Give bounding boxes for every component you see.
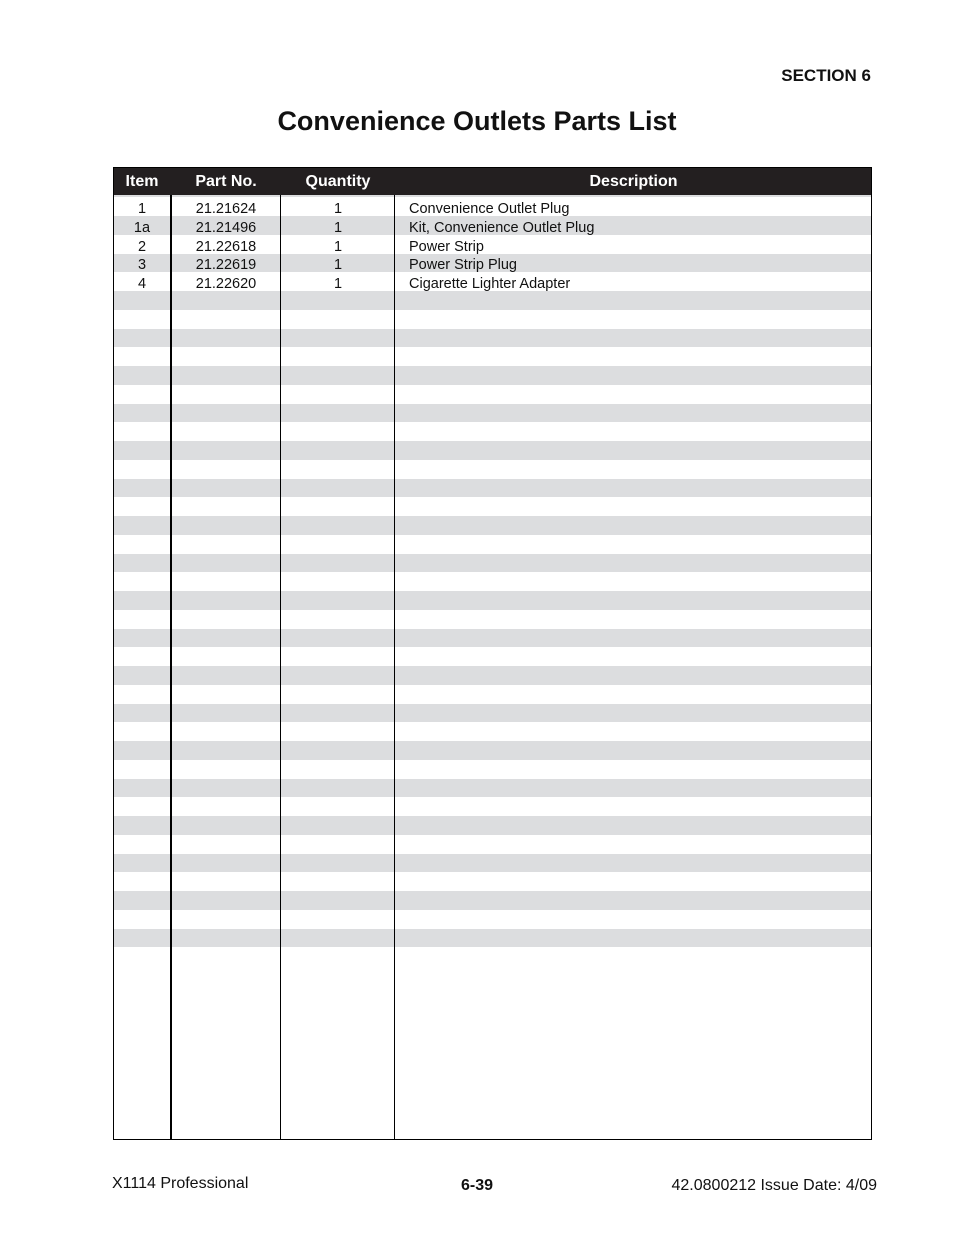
row-stripes — [114, 168, 871, 1128]
row-stripe — [114, 404, 871, 423]
cell-item: 1a — [133, 219, 151, 236]
row-stripe — [114, 554, 871, 573]
row-stripe — [114, 629, 871, 648]
column-divider — [280, 195, 281, 1139]
row-stripe — [114, 329, 871, 348]
table-row — [114, 200, 871, 219]
cell-item: 4 — [137, 276, 147, 292]
section-label: SECTION 6 — [781, 66, 871, 85]
table-row — [114, 275, 871, 294]
cell-description: Power Strip Plug — [409, 257, 517, 274]
footer-model: X1114 Professional — [112, 1175, 249, 1192]
cell-part-no: 21.21496 — [195, 219, 257, 236]
cell-description: Cigarette Lighter Adapter — [409, 276, 571, 292]
row-stripe — [114, 779, 871, 798]
cell-quantity: 1 — [333, 238, 343, 255]
table-rows — [114, 200, 871, 294]
row-stripe — [114, 479, 871, 498]
row-stripe — [114, 441, 871, 460]
row-stripe — [114, 854, 871, 873]
row-stripe — [114, 291, 871, 310]
table-row — [114, 219, 871, 238]
cell-item: 2 — [137, 238, 147, 255]
cell-quantity: 1 — [333, 219, 343, 236]
row-stripe — [114, 591, 871, 610]
cell-part-no: 21.22620 — [195, 276, 257, 292]
parts-table — [113, 167, 872, 1140]
cell-item: 1 — [137, 201, 147, 217]
cell-description: Kit, Convenience Outlet Plug — [409, 219, 595, 236]
row-stripe — [114, 929, 871, 948]
row-stripe — [114, 816, 871, 835]
cell-part-no: 21.22618 — [195, 238, 257, 255]
column-header-part-no: Part No. — [195, 173, 257, 190]
cell-quantity: 1 — [333, 257, 343, 274]
cell-description: Power Strip — [409, 238, 484, 255]
footer-page-number: 6-39 — [460, 1177, 494, 1194]
column-divider — [394, 195, 395, 1139]
row-stripe — [114, 666, 871, 685]
row-stripe — [114, 891, 871, 910]
row-stripe — [114, 704, 871, 723]
cell-quantity: 1 — [333, 276, 343, 292]
page-title: Convenience Outlets Parts List — [277, 106, 677, 136]
row-stripe — [114, 366, 871, 385]
column-header-item: Item — [125, 173, 159, 190]
row-stripe — [114, 741, 871, 760]
column-header-description: Description — [589, 173, 678, 190]
table-row — [114, 238, 871, 257]
cell-part-no: 21.21624 — [195, 201, 257, 217]
column-header-quantity: Quantity — [305, 173, 371, 190]
table-header — [114, 168, 871, 195]
cell-quantity: 1 — [333, 201, 343, 217]
row-stripe — [114, 516, 871, 535]
cell-description: Convenience Outlet Plug — [409, 201, 570, 217]
footer-issue-date: 42.0800212 Issue Date: 4/09 — [671, 1177, 877, 1194]
table-row — [114, 256, 871, 275]
cell-item: 3 — [137, 257, 147, 274]
cell-part-no: 21.22619 — [195, 257, 257, 274]
column-divider — [170, 195, 172, 1139]
